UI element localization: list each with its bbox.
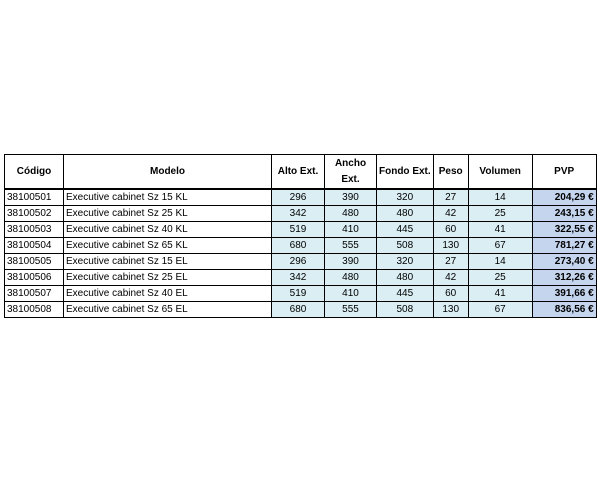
cell-codigo: 38100507 <box>5 286 64 302</box>
cell-codigo: 38100505 <box>5 254 64 270</box>
cell-volumen: 41 <box>468 286 532 302</box>
cell-fondo: 445 <box>377 222 434 238</box>
cell-alto: 342 <box>272 206 325 222</box>
header-row <box>5 155 597 190</box>
header-ancho-line1: Ancho <box>334 157 367 169</box>
cell-modelo: Executive cabinet Sz 65 EL <box>64 302 272 318</box>
cell-modelo: Executive cabinet Sz 65 KL <box>64 238 272 254</box>
cell-ancho: 555 <box>325 238 377 254</box>
cell-ancho: 410 <box>325 286 377 302</box>
cell-modelo: Executive cabinet Sz 15 KL <box>64 189 272 206</box>
header-ancho <box>325 155 377 190</box>
header-modelo: Modelo <box>64 155 272 190</box>
cell-volumen: 41 <box>468 222 532 238</box>
table-row <box>5 189 597 206</box>
cell-modelo: Executive cabinet Sz 40 EL <box>64 286 272 302</box>
header-pvp: PVP <box>532 155 596 190</box>
cell-ancho: 555 <box>325 302 377 318</box>
cell-peso: 130 <box>433 302 468 318</box>
cell-pvp: 204,29 € <box>532 189 596 206</box>
cell-volumen: 25 <box>468 270 532 286</box>
cell-peso: 60 <box>433 222 468 238</box>
cell-pvp: 243,15 € <box>532 206 596 222</box>
cell-ancho: 410 <box>325 222 377 238</box>
cell-fondo: 508 <box>377 238 434 254</box>
table-row <box>5 286 597 302</box>
cell-alto: 296 <box>272 189 325 206</box>
cell-codigo: 38100502 <box>5 206 64 222</box>
cell-pvp: 322,55 € <box>532 222 596 238</box>
cell-volumen: 67 <box>468 302 532 318</box>
header-ancho-line2: Ext. <box>341 173 360 185</box>
cell-alto: 519 <box>272 286 325 302</box>
header-peso: Peso <box>433 155 468 190</box>
table-body <box>5 189 597 318</box>
table-row <box>5 222 597 238</box>
table-header <box>5 155 597 190</box>
cell-volumen: 67 <box>468 238 532 254</box>
cell-alto: 342 <box>272 270 325 286</box>
cell-codigo: 38100504 <box>5 238 64 254</box>
cell-modelo: Executive cabinet Sz 15 EL <box>64 254 272 270</box>
cell-pvp: 391,66 € <box>532 286 596 302</box>
cell-pvp: 781,27 € <box>532 238 596 254</box>
cell-peso: 27 <box>433 254 468 270</box>
cell-volumen: 14 <box>468 189 532 206</box>
cell-fondo: 480 <box>377 270 434 286</box>
cell-fondo: 320 <box>377 254 434 270</box>
cell-codigo: 38100506 <box>5 270 64 286</box>
cell-fondo: 320 <box>377 189 434 206</box>
cell-pvp: 312,26 € <box>532 270 596 286</box>
table-row <box>5 238 597 254</box>
cell-alto: 680 <box>272 238 325 254</box>
table-row <box>5 206 597 222</box>
cell-codigo: 38100503 <box>5 222 64 238</box>
header-fondo: Fondo Ext. <box>377 155 434 190</box>
cell-peso: 27 <box>433 189 468 206</box>
cell-fondo: 508 <box>377 302 434 318</box>
cell-alto: 296 <box>272 254 325 270</box>
cell-pvp: 273,40 € <box>532 254 596 270</box>
cell-pvp: 836,56 € <box>532 302 596 318</box>
cell-fondo: 480 <box>377 206 434 222</box>
cell-volumen: 14 <box>468 254 532 270</box>
cell-peso: 42 <box>433 270 468 286</box>
cell-codigo: 38100508 <box>5 302 64 318</box>
cell-modelo: Executive cabinet Sz 40 KL <box>64 222 272 238</box>
table-row <box>5 254 597 270</box>
table-row <box>5 270 597 286</box>
cell-modelo: Executive cabinet Sz 25 KL <box>64 206 272 222</box>
cell-alto: 680 <box>272 302 325 318</box>
cell-peso: 60 <box>433 286 468 302</box>
cell-fondo: 445 <box>377 286 434 302</box>
price-sheet <box>4 154 597 318</box>
header-codigo: Código <box>5 155 64 190</box>
cell-codigo: 38100501 <box>5 189 64 206</box>
cell-modelo: Executive cabinet Sz 25 EL <box>64 270 272 286</box>
cell-ancho: 390 <box>325 254 377 270</box>
cell-alto: 519 <box>272 222 325 238</box>
header-alto: Alto Ext. <box>272 155 325 190</box>
product-price-table <box>4 154 597 318</box>
cell-ancho: 480 <box>325 206 377 222</box>
cell-ancho: 480 <box>325 270 377 286</box>
cell-volumen: 25 <box>468 206 532 222</box>
cell-ancho: 390 <box>325 189 377 206</box>
cell-peso: 42 <box>433 206 468 222</box>
header-volumen: Volumen <box>468 155 532 190</box>
cell-peso: 130 <box>433 238 468 254</box>
table-row <box>5 302 597 318</box>
